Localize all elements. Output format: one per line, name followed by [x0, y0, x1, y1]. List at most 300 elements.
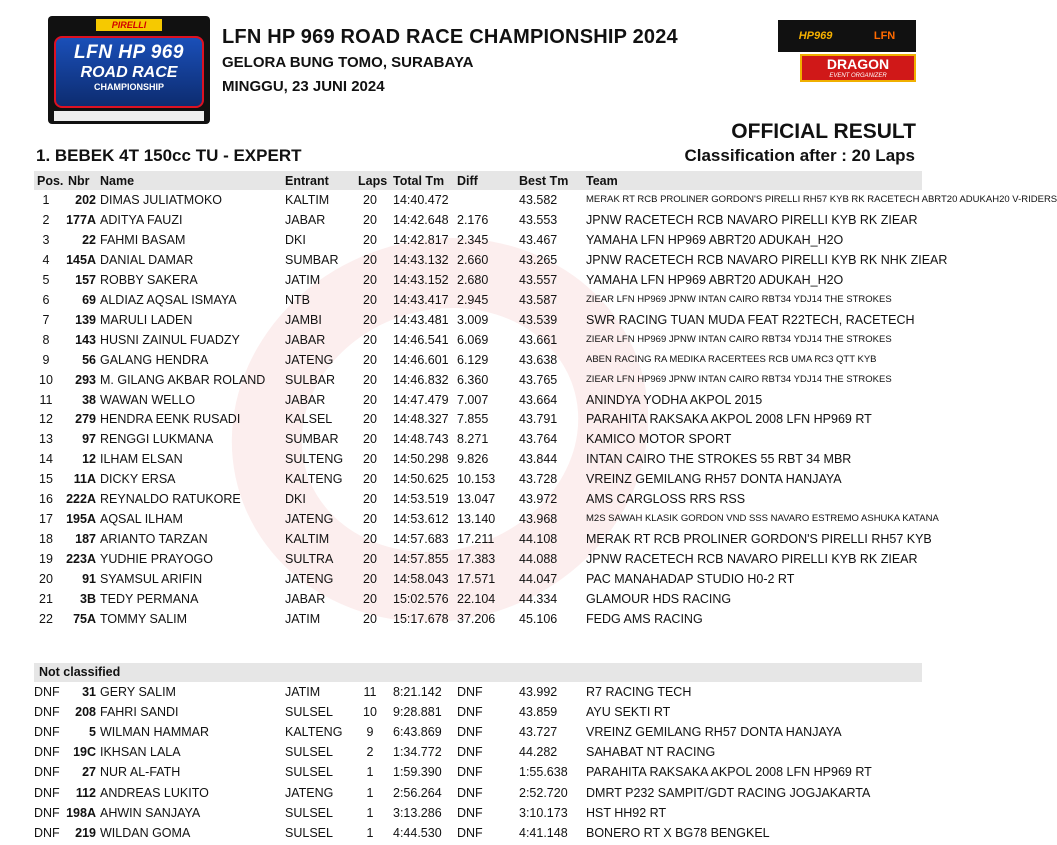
result-laps: 9: [366, 725, 374, 740]
result-best-time: 1:55.638: [519, 765, 568, 780]
championship-badge: [54, 36, 204, 108]
result-entrant: JATIM: [285, 685, 321, 699]
result-pos: DNF: [34, 765, 60, 780]
result-diff: 17.383: [457, 552, 496, 567]
table-row: [0, 390, 959, 410]
result-total-time: 14:42.817: [393, 232, 449, 247]
result-best-time: 44.047: [519, 572, 558, 587]
result-diff: 37.206: [457, 611, 496, 626]
result-nbr: 219: [75, 825, 96, 840]
result-pos: DNF: [34, 725, 60, 740]
dragon-logo-subtext: EVENT ORGANIZER: [829, 73, 887, 79]
result-nbr: 139: [75, 312, 96, 327]
dragon-logo: [800, 54, 916, 82]
result-best-time: 43.728: [519, 472, 558, 487]
result-laps: 20: [363, 392, 377, 407]
result-total-time: 14:58.043: [393, 572, 449, 587]
result-diff: 13.047: [457, 492, 496, 507]
result-diff: 22.104: [457, 592, 496, 606]
result-entrant: NTB: [285, 292, 310, 307]
result-nbr: 177A: [66, 212, 96, 227]
result-nbr: 198A: [66, 805, 96, 820]
result-laps: 1: [366, 785, 374, 800]
result-pos: 22: [39, 611, 53, 626]
result-pos: 4: [42, 252, 50, 267]
result-diff: DNF: [457, 785, 483, 800]
result-diff: DNF: [457, 725, 483, 740]
result-entrant: SULSEL: [285, 825, 333, 840]
result-pos: DNF: [34, 685, 60, 699]
result-entrant: JAMBI: [285, 312, 322, 327]
result-diff: DNF: [457, 765, 483, 780]
result-name: YUDHIE PRAYOGO: [100, 552, 213, 567]
result-name: TOMMY SALIM: [100, 611, 188, 626]
result-entrant: SULTENG: [285, 452, 344, 467]
result-name: NUR AL-FATH: [100, 765, 181, 780]
result-team: HST HH92 RT: [586, 805, 667, 820]
result-team: PARAHITA RAKSAKA AKPOL 2008 LFN HP969 RT: [586, 412, 872, 427]
result-total-time: 14:43.132: [393, 252, 449, 267]
table-row: [0, 783, 959, 803]
result-entrant: SULSEL: [285, 745, 333, 760]
table-row: [0, 290, 959, 310]
result-team: M2S SAWAH KLASIK GORDON VND SSS NAVARO ESTREMO ASHUKA KATANA: [586, 513, 939, 525]
result-nbr: 56: [82, 352, 96, 367]
result-name: WILDAN GOMA: [100, 825, 191, 840]
result-best-time: 3:10.173: [519, 805, 568, 820]
result-total-time: 1:59.390: [393, 765, 442, 780]
result-nbr: 279: [75, 412, 96, 427]
result-diff: 17.211: [457, 532, 495, 547]
result-entrant: JATENG: [285, 512, 334, 527]
result-pos: DNF: [34, 745, 60, 760]
result-best-time: 43.557: [519, 272, 558, 287]
result-pos: 17: [39, 512, 53, 527]
result-pos: 18: [39, 532, 53, 547]
result-entrant: JABAR: [285, 212, 326, 227]
result-best-time: 43.638: [519, 352, 558, 367]
table-row: [0, 330, 959, 350]
result-name: WILMAN HAMMAR: [100, 725, 210, 740]
result-pos: 15: [39, 472, 53, 487]
result-total-time: 9:28.881: [393, 705, 442, 720]
result-best-time: 44.282: [519, 745, 558, 760]
result-team: JPNW RACETECH RCB NAVARO PIRELLI KYB RK ZIEAR: [586, 212, 918, 227]
result-name: SYAMSUL ARIFIN: [100, 572, 203, 587]
result-best-time: 45.106: [519, 611, 558, 626]
result-laps: 20: [363, 432, 377, 447]
pirelli-logo: PIRELLI: [96, 19, 162, 31]
result-name: HENDRA EENK RUSADI: [100, 412, 241, 427]
result-team: PARAHITA RAKSAKA AKPOL 2008 LFN HP969 RT: [586, 765, 872, 780]
result-best-time: 43.587: [519, 292, 558, 307]
result-pos: 2: [42, 212, 50, 227]
result-total-time: 6:43.869: [393, 725, 442, 740]
result-total-time: 3:13.286: [393, 805, 442, 820]
result-team: YAMAHA LFN HP969 ABRT20 ADUKAH_H2O: [586, 232, 844, 247]
result-pos: DNF: [34, 785, 60, 800]
result-entrant: JABAR: [285, 592, 326, 606]
result-nbr: 293: [75, 372, 96, 387]
race-date: MINGGU, 23 JUNI 2024: [222, 78, 385, 95]
result-nbr: 31: [82, 685, 96, 699]
result-laps: 1: [366, 765, 374, 780]
result-entrant: SULSEL: [285, 705, 333, 720]
result-nbr: 27: [82, 765, 96, 780]
result-best-time: 43.765: [519, 372, 558, 387]
result-total-time: 14:50.298: [393, 452, 449, 467]
result-name: DIMAS JULIATMOKO: [100, 193, 223, 207]
result-diff: 2.945: [457, 292, 489, 307]
result-team: AYU SEKTI RT: [586, 705, 671, 720]
result-pos: 13: [39, 432, 53, 447]
result-pos: DNF: [34, 805, 60, 820]
result-diff: 2.176: [457, 212, 489, 227]
result-total-time: 14:53.612: [393, 512, 449, 527]
table-row: [0, 823, 959, 843]
result-best-time: 4:41.148: [519, 825, 568, 840]
result-total-time: 14:43.152: [393, 272, 449, 287]
result-best-time: 44.334: [519, 592, 558, 606]
result-total-time: 14:42.648: [393, 212, 449, 227]
result-pos: 9: [42, 352, 50, 367]
result-total-time: 4:44.530: [393, 825, 442, 840]
result-total-time: 8:21.142: [393, 685, 442, 699]
not-classified-band: [34, 663, 922, 682]
result-team: GLAMOUR HDS RACING: [586, 592, 732, 606]
result-total-time: 14:53.519: [393, 492, 449, 507]
result-best-time: 43.972: [519, 492, 558, 507]
result-diff: DNF: [457, 825, 483, 840]
result-name: HUSNI ZAINUL FUADZY: [100, 332, 240, 347]
table-row: [0, 429, 959, 449]
result-laps: 20: [363, 292, 377, 307]
result-entrant: KALTENG: [285, 472, 343, 487]
result-name: FAHRI SANDI: [100, 705, 179, 720]
table-row: [0, 609, 959, 629]
result-laps: 20: [363, 452, 377, 467]
result-diff: 10.153: [457, 472, 496, 487]
result-diff: 9.826: [457, 452, 489, 467]
result-diff: 6.069: [457, 332, 489, 347]
result-pos: 16: [39, 492, 53, 507]
result-nbr: 187: [75, 532, 96, 547]
result-pos: 6: [42, 292, 50, 307]
result-diff: 7.855: [457, 412, 489, 427]
table-row: [0, 190, 1057, 210]
result-nbr: 208: [75, 705, 96, 720]
result-name: REYNALDO RATUKORE: [100, 492, 241, 507]
result-team: DMRT P232 SAMPIT/GDT RACING JOGJAKARTA: [586, 785, 871, 800]
col-name: Name: [100, 174, 135, 188]
result-pos: DNF: [34, 825, 60, 840]
result-team: ZIEAR LFN HP969 JPNW INTAN CAIRO RBT34 YDJ14 THE STROKES: [586, 333, 892, 345]
result-total-time: 14:57.855: [393, 552, 449, 567]
result-best-time: 43.467: [519, 232, 558, 247]
result-pos: 21: [39, 592, 53, 606]
result-nbr: 69: [82, 292, 96, 307]
result-laps: 20: [363, 352, 377, 367]
table-row: [0, 682, 959, 702]
table-row: [0, 210, 959, 230]
result-total-time: 14:40.472: [393, 193, 449, 207]
result-total-time: 2:56.264: [393, 785, 442, 800]
result-laps: 20: [363, 272, 377, 287]
result-pos: 10: [39, 372, 53, 387]
result-total-time: 14:46.601: [393, 352, 449, 367]
result-nbr: 11A: [73, 472, 96, 487]
result-pos: 19: [39, 552, 53, 567]
result-team: MERAK RT RCB PROLINER GORDON'S PIRELLI RH57 KYB: [586, 532, 932, 547]
hp969-logo: HP969: [798, 30, 833, 42]
result-nbr: 5: [89, 725, 96, 740]
result-name: FAHMI BASAM: [100, 232, 186, 247]
result-total-time: 15:17.678: [393, 611, 449, 626]
result-total-time: 14:47.479: [393, 392, 449, 407]
table-row: [0, 762, 959, 782]
result-laps: 1: [366, 825, 374, 840]
result-total-time: 1:34.772: [393, 745, 442, 760]
result-name: DICKY ERSA: [100, 472, 176, 487]
result-name: IKHSAN LALA: [100, 745, 181, 760]
result-team: JPNW RACETECH RCB NAVARO PIRELLI KYB RK NHK ZIEAR: [586, 252, 948, 267]
result-best-time: 43.791: [519, 412, 558, 427]
result-team: VREINZ GEMILANG RH57 DONTA HANJAYA: [586, 472, 842, 487]
result-team: ANINDYA YODHA AKPOL 2015: [586, 392, 763, 407]
result-pos: 14: [39, 452, 53, 467]
table-row: [0, 469, 959, 489]
table-row: [0, 449, 959, 469]
result-name: ILHAM ELSAN: [100, 452, 183, 467]
result-total-time: 14:43.417: [393, 292, 449, 307]
result-best-time: 43.553: [519, 212, 558, 227]
result-nbr: 19C: [73, 745, 96, 760]
result-name: WAWAN WELLO: [100, 392, 196, 407]
result-entrant: SULBAR: [285, 372, 336, 387]
result-diff: 6.129: [457, 352, 489, 367]
result-laps: 20: [363, 592, 377, 606]
result-name: RENGGI LUKMANA: [100, 432, 214, 447]
result-laps: 1: [366, 805, 374, 820]
result-laps: 20: [363, 412, 377, 427]
result-team: R7 RACING TECH: [586, 685, 692, 699]
result-team: ZIEAR LFN HP969 JPNW INTAN CAIRO RBT34 YDJ14 THE STROKES: [586, 373, 892, 385]
championship-logo: [48, 16, 210, 124]
result-team: VREINZ GEMILANG RH57 DONTA HANJAYA: [586, 725, 842, 740]
result-diff: 2.660: [457, 252, 489, 267]
result-laps: 2: [366, 745, 374, 760]
result-laps: 20: [363, 232, 377, 247]
result-entrant: KALTENG: [285, 725, 343, 740]
col-laps: Laps: [358, 174, 388, 188]
result-nbr: 97: [82, 432, 96, 447]
result-name: GALANG HENDRA: [100, 352, 209, 367]
result-entrant: JATENG: [285, 572, 334, 587]
table-row: [0, 803, 959, 823]
table-row: [0, 489, 959, 509]
result-entrant: SULSEL: [285, 765, 333, 780]
table-header: [0, 171, 959, 191]
table-row: [0, 702, 959, 722]
col-nbr: Nbr: [68, 174, 90, 188]
result-best-time: 2:52.720: [519, 785, 568, 800]
col-diff: Diff: [457, 174, 478, 188]
result-laps: 20: [363, 552, 377, 567]
classification-info: Classification after : 20 Laps: [684, 146, 915, 165]
not-classified-label: Not classified: [39, 665, 121, 679]
result-name: ROBBY SAKERA: [100, 272, 198, 287]
result-laps: 20: [363, 611, 377, 626]
result-nbr: 195A: [66, 512, 96, 527]
result-name: ARIANTO TARZAN: [100, 532, 208, 547]
result-nbr: 22: [82, 232, 96, 247]
result-laps: 20: [363, 252, 377, 267]
result-best-time: 43.661: [519, 332, 558, 347]
result-pos: DNF: [34, 705, 60, 720]
result-entrant: SUMBAR: [285, 432, 339, 447]
result-laps: 20: [363, 212, 377, 227]
result-name: ADITYA FAUZI: [100, 212, 183, 227]
result-nbr: 3B: [80, 592, 96, 606]
lfn-logo: LFN: [873, 30, 896, 42]
col-entrant: Entrant: [285, 174, 329, 188]
result-pos: 5: [42, 272, 50, 287]
result-nbr: 12: [82, 452, 96, 467]
result-entrant: SUMBAR: [285, 252, 339, 267]
result-name: AQSAL ILHAM: [100, 512, 183, 527]
result-diff: 2.345: [457, 232, 489, 247]
result-pos: 1: [42, 193, 50, 207]
result-pos: 3: [42, 232, 50, 247]
result-best-time: 43.582: [519, 193, 558, 207]
table-row: [0, 409, 959, 429]
badge-line-1: LFN HP 969: [74, 42, 184, 63]
result-laps: 11: [363, 685, 377, 699]
col-best: Best Tm: [519, 174, 569, 188]
sponsor-strip: [54, 111, 204, 121]
result-nbr: 75A: [73, 611, 96, 626]
result-nbr: 143: [75, 332, 96, 347]
result-total-time: 14:57.683: [393, 532, 449, 547]
result-diff: 13.140: [457, 512, 496, 527]
table-row: [0, 350, 959, 370]
result-total-time: 14:43.481: [393, 312, 449, 327]
result-pos: 12: [39, 412, 53, 427]
result-entrant: SULSEL: [285, 805, 333, 820]
result-best-time: 43.859: [519, 705, 558, 720]
result-nbr: 38: [82, 392, 96, 407]
result-team: AMS CARGLOSS RRS RSS: [586, 492, 746, 507]
result-team: SWR RACING TUAN MUDA FEAT R22TECH, RACETECH: [586, 312, 915, 327]
result-total-time: 14:50.625: [393, 472, 449, 487]
table-row: [0, 569, 959, 589]
result-nbr: 222A: [66, 492, 96, 507]
result-laps: 20: [363, 372, 377, 387]
result-team: INTAN CAIRO THE STROKES 55 RBT 34 MBR: [586, 452, 852, 467]
result-laps: 20: [363, 312, 377, 327]
result-entrant: JATENG: [285, 352, 334, 367]
result-team: SAHABAT NT RACING: [586, 745, 716, 760]
result-name: M. GILANG AKBAR ROLAND: [100, 372, 266, 387]
result-entrant: JATIM: [285, 611, 321, 626]
result-diff: 2.680: [457, 272, 489, 287]
result-nbr: 157: [75, 272, 96, 287]
result-laps: 20: [363, 332, 377, 347]
result-total-time: 14:48.743: [393, 432, 449, 447]
result-diff: DNF: [457, 745, 483, 760]
result-nbr: 145A: [66, 252, 96, 267]
result-laps: 20: [363, 193, 377, 207]
result-diff: DNF: [457, 805, 483, 820]
table-row: [0, 589, 959, 609]
result-laps: 20: [363, 572, 377, 587]
result-pos: 8: [42, 332, 50, 347]
result-diff: 6.360: [457, 372, 489, 387]
event-title: 1. BEBEK 4T 150cc TU - EXPERT: [36, 146, 302, 165]
result-laps: 20: [363, 492, 377, 507]
col-pos: Pos.: [37, 174, 64, 188]
table-row: [0, 722, 959, 742]
result-best-time: 43.844: [519, 452, 558, 467]
table-row: [0, 509, 959, 529]
result-best-time: 43.968: [519, 512, 558, 527]
result-team: ABEN RACING RA MEDIKA RACERTEES RCB UMA RC3 QTT KYB: [586, 353, 877, 365]
table-row: [0, 742, 959, 762]
result-team: JPNW RACETECH RCB NAVARO PIRELLI KYB RK ZIEAR: [586, 552, 918, 567]
venue: GELORA BUNG TOMO, SURABAYA: [222, 54, 474, 71]
result-entrant: JABAR: [285, 392, 326, 407]
result-entrant: JABAR: [285, 332, 326, 347]
result-nbr: 91: [82, 572, 96, 587]
result-best-time: 43.764: [519, 432, 558, 447]
result-diff: DNF: [457, 705, 483, 720]
result-team: PAC MANAHADAP STUDIO H0-2 RT: [586, 572, 795, 587]
result-title: OFFICIAL RESULT: [731, 120, 916, 143]
table-row: [0, 250, 959, 270]
dragon-logo-text: DRAGON: [826, 56, 890, 72]
table-row: [0, 549, 959, 569]
result-diff: 8.271: [457, 432, 489, 447]
result-total-time: 14:46.541: [393, 332, 449, 347]
result-name: GERY SALIM: [100, 685, 176, 699]
result-diff: DNF: [457, 685, 483, 699]
result-best-time: 44.108: [519, 532, 558, 547]
result-total-time: 14:48.327: [393, 412, 449, 427]
result-diff: 7.007: [457, 392, 489, 407]
badge-line-3: CHAMPIONSHIP: [93, 82, 164, 92]
table-row: [0, 310, 959, 330]
result-team: ZIEAR LFN HP969 JPNW INTAN CAIRO RBT34 YDJ14 THE STROKES: [586, 293, 892, 305]
table-row: [0, 529, 959, 549]
result-team: YAMAHA LFN HP969 ABRT20 ADUKAH_H2O: [586, 272, 844, 287]
result-entrant: KALSEL: [285, 412, 333, 427]
result-total-time: 15:02.576: [393, 592, 449, 606]
result-team: BONERO RT X BG78 BENGKEL: [586, 825, 770, 840]
result-nbr: 112: [75, 785, 96, 800]
result-name: AHWIN SANJAYA: [100, 805, 201, 820]
result-name: ANDREAS LUKITO: [100, 785, 209, 800]
result-best-time: 43.727: [519, 725, 558, 740]
result-laps: 10: [363, 705, 377, 720]
result-nbr: 223A: [66, 552, 96, 567]
result-best-time: 44.088: [519, 552, 558, 567]
result-best-time: 43.664: [519, 392, 558, 407]
result-name: ALDIAZ AQSAL ISMAYA: [100, 292, 237, 307]
result-name: DANIAL DAMAR: [100, 252, 194, 267]
result-best-time: 43.539: [519, 312, 558, 327]
col-total: Total Tm: [393, 174, 445, 188]
result-entrant: KALTIM: [285, 532, 330, 547]
